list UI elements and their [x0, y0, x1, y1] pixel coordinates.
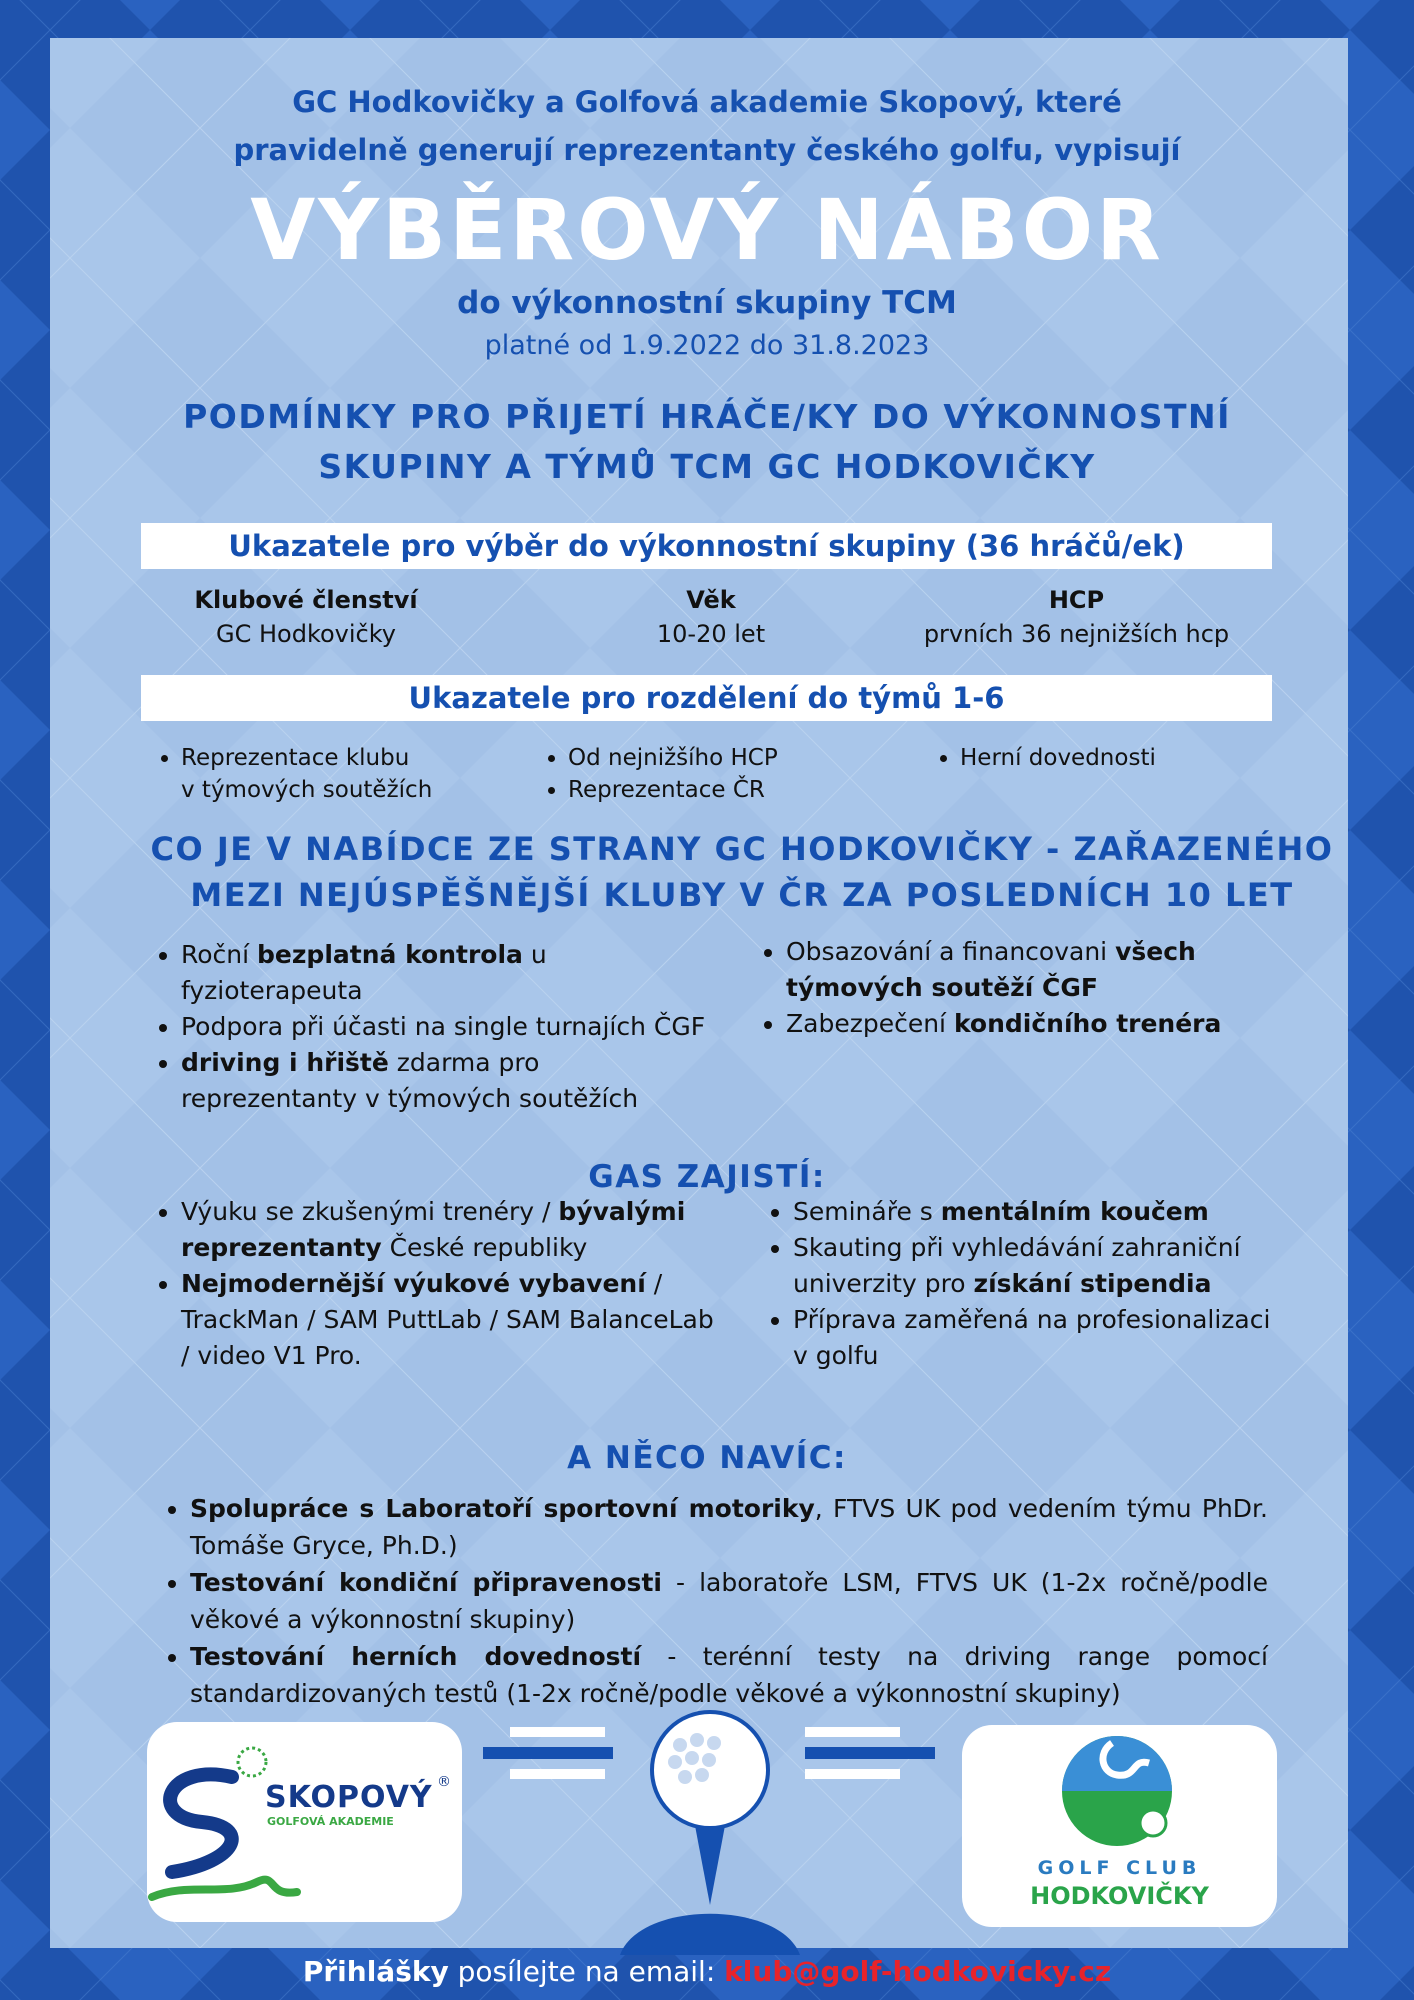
conditions-heading-line-1: PODMÍNKY PRO PŘIJETÍ HRÁČE/KY DO VÝKONNOSTNÍ: [183, 397, 1231, 436]
footer-text: posílejte na email:: [448, 1955, 725, 1988]
gas-list-left: [147, 1194, 717, 1374]
list-item: • Reprezentace ČR: [568, 774, 894, 806]
list-item: • Od nejnižšího HCP: [568, 742, 894, 774]
list-item: • Výuku se zkušenými trenéry / bývalými reprezentanty České republiky: [181, 1194, 717, 1266]
selection-column-header: HCP: [1048, 586, 1105, 614]
gas-list-right: [759, 1194, 1289, 1374]
list-item: • Semináře s mentálním koučem: [793, 1194, 1289, 1230]
intro-text: [0, 78, 1414, 174]
offer-heading-line-2: MEZI NEJÚSPĚŠNĚJŠÍ KLUBY V ČR ZA POSLEDNÍCH 10 LET: [190, 876, 1294, 914]
subtitle: do výkonnostní skupiny TCM: [457, 285, 957, 321]
validity-dates: platné od 1.9.2022 do 31.8.2023: [484, 330, 930, 361]
list-item: • Testování herních dovedností - terénní testy na driving range pomocí standardizovaných testů (1-2x ročně/podle věkové a výkonnostní skupiny): [190, 1638, 1268, 1712]
footer-contact: [0, 1955, 1414, 1988]
list-item: • Spolupráce s Laboratoří sportovní motoriky, FTVS UK pod vedením týmu PhDr. Tomáše Gryce, Ph.D.): [190, 1490, 1268, 1564]
extra-list: [156, 1490, 1268, 1712]
footer-label: Přihlášky: [302, 1955, 449, 1988]
list-item: • Testování kondiční připravenosti - laboratoře LSM, FTVS UK (1-2x ročně/podle věkové a výkonnostní skupiny): [190, 1564, 1268, 1638]
conditions-heading: [0, 392, 1414, 492]
list-item: • Podpora při účasti na single turnajích ČGF: [181, 1009, 717, 1045]
selection-column-header: Klubové členství: [194, 586, 418, 614]
selection-column-membership: [141, 586, 471, 648]
offer-list-right: [752, 934, 1292, 1042]
gc-logo-line-1: GOLF CLUB: [1037, 1857, 1202, 1879]
email-link[interactable]: klub@golf-hodkovicky.cz: [724, 1955, 1112, 1988]
skopovy-logo-tagline: GOLFOVÁ AKADEMIE: [267, 1815, 394, 1828]
selection-column-value: prvních 36 nejnižších hcp: [923, 620, 1230, 648]
teams-criteria-band: Ukazatele pro rozdělení do týmů 1-6: [141, 675, 1272, 721]
page-title: VÝBĚROVÝ NÁBOR: [250, 181, 1164, 279]
selection-column-value: GC Hodkovičky: [216, 620, 396, 648]
intro-line-2: pravidelně generují reprezentanty českého golfu, vypisují: [233, 133, 1181, 167]
selection-criteria-band: Ukazatele pro výběr do výkonnostní skupiny (36 hráčů/ek): [141, 523, 1272, 569]
selection-column-hcp: [881, 586, 1272, 648]
list-item: • Příprava zaměřená na profesionalizaci v golfu: [793, 1302, 1289, 1374]
gc-logo-line-2: HODKOVIČKY: [1030, 1882, 1209, 1910]
list-item: • Skauting při vyhledávání zahraniční univerzity pro získání stipendia: [793, 1230, 1289, 1302]
extra-heading: A NĚCO NAVÍC:: [567, 1440, 847, 1476]
gc-hodkovicky-emblem: [1057, 1733, 1177, 1848]
offer-heading: [35, 826, 1414, 918]
golf-ball-on-tee-icon: [480, 1705, 940, 1955]
list-item: • Obsazování a financovani všech týmových soutěží ČGF: [786, 934, 1292, 1006]
list-item: • Roční bezplatná kontrola u fyzioterapeuta: [181, 937, 717, 1009]
offer-list-left: [147, 937, 717, 1117]
list-item: • Herní dovednosti: [960, 742, 1256, 774]
list-item: • driving i hřiště zdarma pro reprezentanty v týmových soutěžích: [181, 1045, 717, 1117]
selection-column-header: Věk: [686, 586, 736, 614]
teams-column-1: [147, 742, 507, 806]
offer-heading-line-1: CO JE V NABÍDCE ZE STRANY GC HODKOVIČKY - ZAŘAZENÉHO: [150, 830, 1334, 868]
list-item: • Reprezentace klubu v týmových soutěžích: [181, 742, 507, 806]
gas-heading: GAS ZAJISTÍ:: [588, 1159, 826, 1195]
teams-column-2: [534, 742, 894, 806]
list-item: • Nejmodernější výukové vybavení / TrackMan / SAM PuttLab / SAM BalanceLab / video V1 Pro.: [181, 1266, 717, 1374]
skopovy-logo: [147, 1722, 462, 1922]
list-item: • Zabezpečení kondičního trenéra: [786, 1006, 1292, 1042]
skopovy-logo-name: SKOPOVÝ: [265, 1780, 433, 1815]
intro-line-1: GC Hodkovičky a Golfová akademie Skopový, které: [292, 85, 1122, 119]
registered-mark: ®: [437, 1774, 451, 1790]
selection-column-age: [541, 586, 881, 648]
teams-column-3: [926, 742, 1256, 774]
conditions-heading-line-2: SKUPINY A TÝMŮ TCM GC HODKOVIČKY: [318, 447, 1096, 486]
selection-column-value: 10-20 let: [656, 620, 766, 648]
gc-hodkovicky-logo: [962, 1725, 1277, 1927]
